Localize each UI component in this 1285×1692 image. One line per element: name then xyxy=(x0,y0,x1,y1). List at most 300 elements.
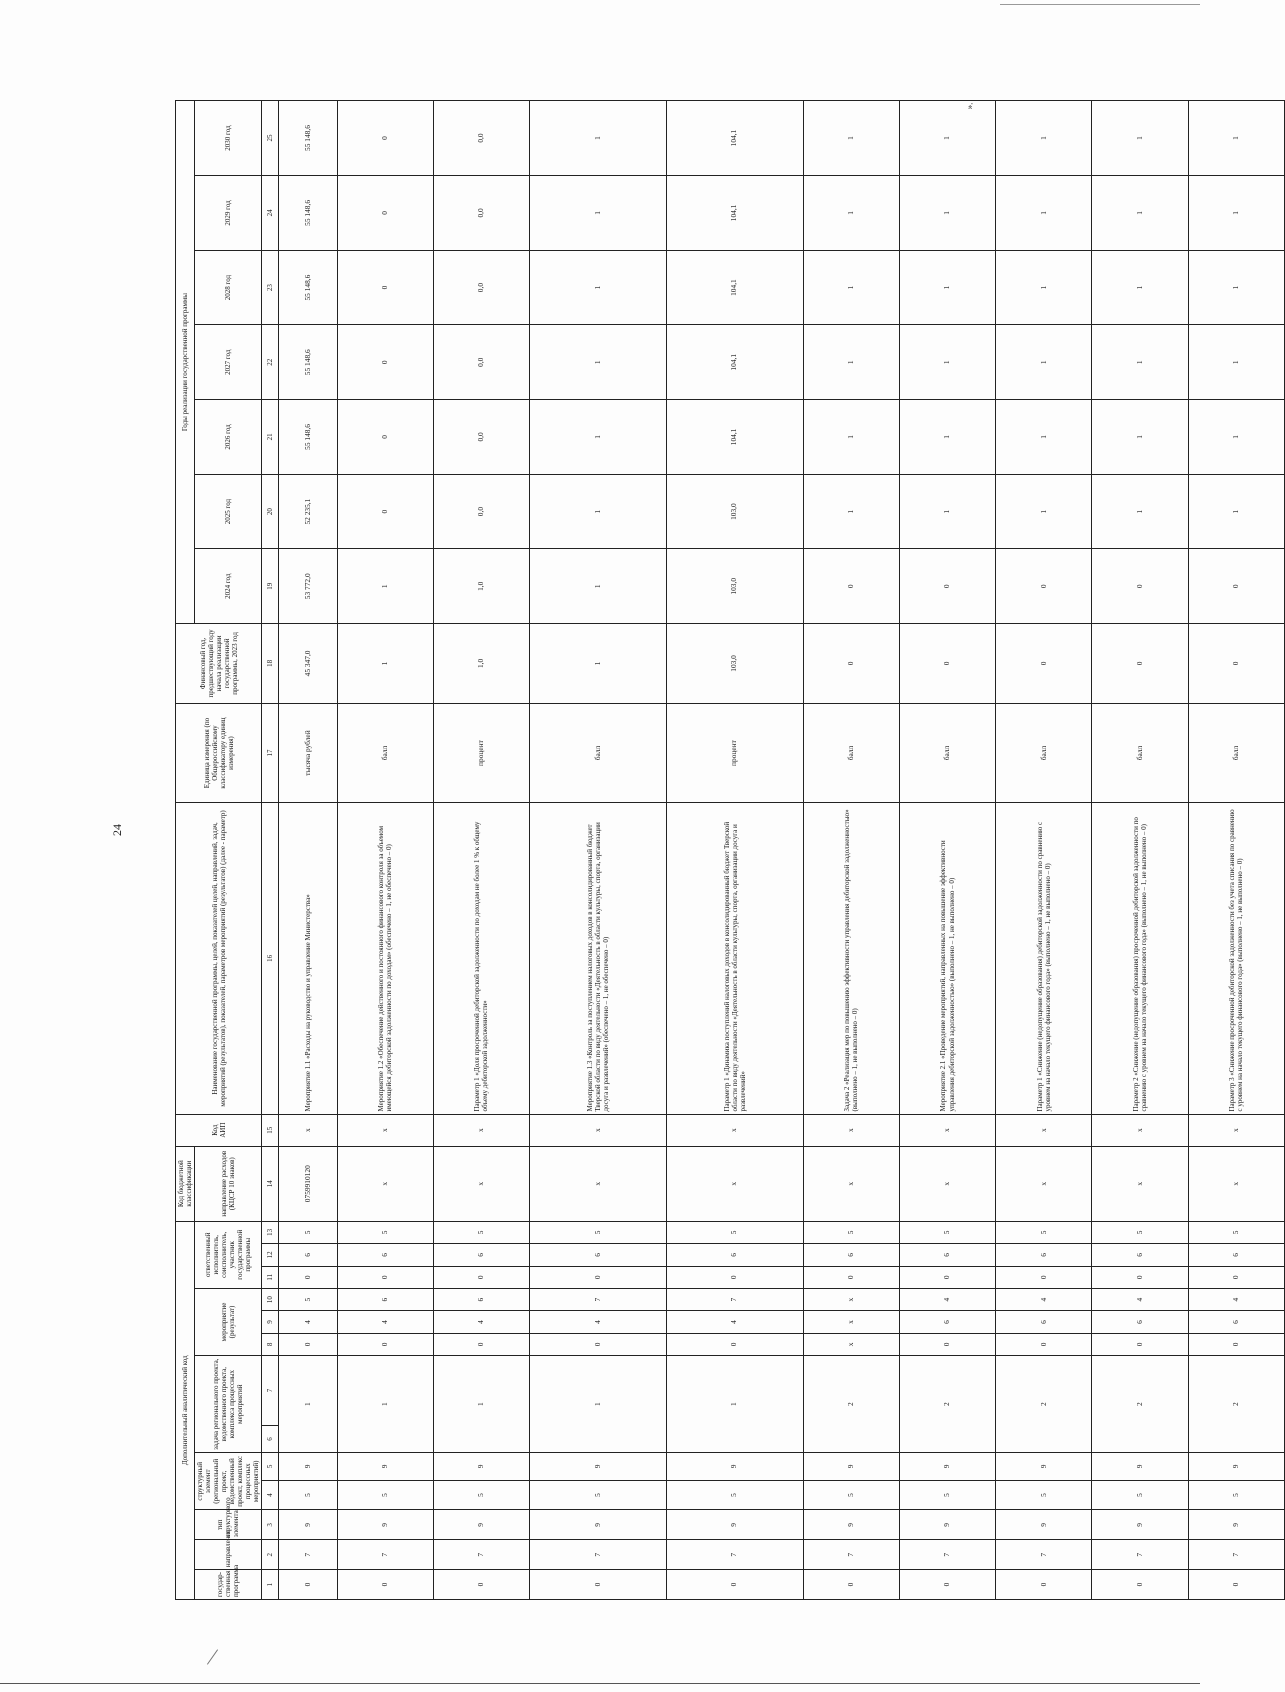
code-element-b: 9 xyxy=(996,1453,1092,1480)
row-year-value: 1 xyxy=(1188,101,1284,176)
row-year-value: 1 xyxy=(899,176,995,251)
row-unit: балл xyxy=(803,703,899,803)
header-program: государ-ственная программа xyxy=(195,1570,262,1600)
code-element-b: 9 xyxy=(433,1453,529,1480)
code-program: 0 xyxy=(899,1570,995,1600)
header-year-2027: 2027 год xyxy=(195,325,262,400)
header-unit: Единица измерения (по Общероссийскому классификатору единиц измерения) xyxy=(176,703,262,803)
row-year-value: 1 xyxy=(1188,176,1284,251)
header-year-2024: 2024 год xyxy=(195,549,262,624)
row-year-value: 1 xyxy=(996,101,1092,176)
row-year-value: 104,1 xyxy=(666,325,803,400)
row-description: Параметр 1 «Снижение (недопущение образования) дебиторской задолженности по сравнению с уровнем на начало текущего финансового года» (выполнено – 1, не выполнено – 0) xyxy=(996,803,1092,1114)
row-year-value: 1 xyxy=(530,250,667,325)
row-unit: балл xyxy=(337,703,433,803)
code-event-a: 0 xyxy=(530,1333,667,1355)
code-event-c: 7 xyxy=(530,1288,667,1310)
table-row xyxy=(666,101,803,1600)
code-executor-a: 0 xyxy=(1092,1266,1188,1288)
code-task: 2 xyxy=(996,1356,1092,1453)
row-description: Параметр 1 «Динамика поступлений налоговых доходов в консолидированный бюджет Тверской области по виду деятельности «Деятельность в области культуры, спорта, организации досуга и развлечений» xyxy=(666,803,803,1114)
code-kcsr: х xyxy=(433,1146,529,1221)
code-executor-b: 6 xyxy=(899,1244,995,1266)
code-event-c: 4 xyxy=(899,1288,995,1310)
scan-edge-line-top xyxy=(1000,4,1200,5)
code-event-a: 0 xyxy=(433,1333,529,1355)
row-description: Параметр 2 «Снижение (недопущение образования) просроченной дебиторской задолженности по сравнению с уровнем на начало текущего финансового года» (выполнено – 1, не выполнено – 0) xyxy=(1092,803,1188,1114)
header-direction: направление xyxy=(195,1540,262,1570)
row-year-value: 1 xyxy=(803,176,899,251)
row-year-value: 0,0 xyxy=(433,101,529,176)
code-direction: 7 xyxy=(530,1540,667,1570)
row-year-value: 1 xyxy=(996,176,1092,251)
code-aip: х xyxy=(1188,1114,1284,1146)
row-year-value: 0 xyxy=(337,325,433,400)
row-year-value: 1 xyxy=(530,325,667,400)
header-year-2028: 2028 год xyxy=(195,250,262,325)
row-unit: процент xyxy=(666,703,803,803)
row-year-value: 0 xyxy=(337,176,433,251)
code-event-a: 0 xyxy=(666,1333,803,1355)
code-executor-c: 5 xyxy=(803,1221,899,1244)
row-year-value: 52 235,1 xyxy=(279,474,337,549)
row-year-value: 1 xyxy=(1188,325,1284,400)
row-year-value: 1 xyxy=(996,325,1092,400)
column-number: 7 xyxy=(262,1356,279,1426)
header-year-2030: 2030 год xyxy=(195,101,262,176)
table-row xyxy=(899,101,995,1600)
code-program: 0 xyxy=(1188,1570,1284,1600)
code-element-type: 9 xyxy=(279,1510,337,1540)
code-task: 2 xyxy=(899,1356,995,1453)
row-unit: процент xyxy=(433,703,529,803)
code-executor-a: 0 xyxy=(279,1266,337,1288)
code-executor-c: 5 xyxy=(899,1221,995,1244)
row-year-value: 0,0 xyxy=(433,400,529,475)
code-executor-b: 6 xyxy=(279,1244,337,1266)
row-year-value: 55 148,6 xyxy=(279,176,337,251)
code-event-c: 7 xyxy=(666,1288,803,1310)
header-task: задача регионального проекта, ведомственного проекта, комплекса процессных мероприятий xyxy=(195,1356,262,1453)
table-body xyxy=(262,101,1285,1600)
row-year-value: 0 xyxy=(337,400,433,475)
row-year-value: 104,1 xyxy=(666,250,803,325)
row-description: Задача 2 «Реализация мер по повышению эффективности управления дебиторской задолженностью» (выполнено – 1, не выполнено – 0) xyxy=(803,803,899,1114)
header-name: Наименование государственной программы, целей, показателей целей, направлений, задач, мероприятий (результатов), показателей, параметров мероприятий (результатов) (далее - параметр) xyxy=(176,803,262,1114)
code-element-a: 5 xyxy=(337,1480,433,1510)
table-row xyxy=(279,101,337,1600)
column-number: 4 xyxy=(262,1480,279,1510)
row-base-value: 0 xyxy=(1188,624,1284,704)
code-event-c: 4 xyxy=(1188,1288,1284,1310)
code-direction: 7 xyxy=(803,1540,899,1570)
row-year-value: 1 xyxy=(1188,400,1284,475)
code-event-a: 0 xyxy=(1188,1333,1284,1355)
row-year-value: 103,0 xyxy=(666,549,803,624)
code-event-b: 6 xyxy=(1092,1311,1188,1333)
header-budget-code-group: Код бюджетной классификации xyxy=(176,1146,195,1221)
code-event-a: 0 xyxy=(996,1333,1092,1355)
row-year-value: 103,0 xyxy=(666,474,803,549)
column-number: 25 xyxy=(262,101,279,176)
column-number: 13 xyxy=(262,1221,279,1244)
code-executor-a: 0 xyxy=(996,1266,1092,1288)
table-row xyxy=(337,101,433,1600)
code-aip: х xyxy=(279,1114,337,1146)
row-year-value: 1 xyxy=(996,474,1092,549)
code-element-b: 9 xyxy=(530,1453,667,1480)
row-year-value: 53 772,0 xyxy=(279,549,337,624)
code-task: 1 xyxy=(337,1356,433,1453)
code-event-a: х xyxy=(803,1333,899,1355)
row-year-value: 1 xyxy=(1092,250,1188,325)
page-number: 24 xyxy=(110,824,124,836)
row-year-value: 0,0 xyxy=(433,325,529,400)
code-event-c: х xyxy=(803,1288,899,1310)
row-year-value: 104,1 xyxy=(666,101,803,176)
code-event-b: 4 xyxy=(530,1311,667,1333)
row-year-value: 1 xyxy=(530,549,667,624)
row-year-value: 1 xyxy=(899,400,995,475)
row-year-value: 1 xyxy=(803,325,899,400)
code-kcsr: х xyxy=(996,1146,1092,1221)
row-year-value: 1 xyxy=(1092,474,1188,549)
row-year-value: 1 xyxy=(530,101,667,176)
row-year-value: 1 xyxy=(1092,176,1188,251)
code-executor-a: 0 xyxy=(1188,1266,1284,1288)
code-event-a: 0 xyxy=(899,1333,995,1355)
column-number-row xyxy=(262,101,279,1600)
row-base-value: 0 xyxy=(996,624,1092,704)
code-event-b: 4 xyxy=(279,1311,337,1333)
row-year-value: 1 xyxy=(803,400,899,475)
row-description: Параметр 3 «Снижение просроченной дебиторской задолженности без учета списания по сравнению с уровнем на начало текущего финансового года» (выполнено – 1, не выполнено – 0) xyxy=(1188,803,1284,1114)
row-base-value: 1 xyxy=(530,624,667,704)
table-row xyxy=(530,101,667,1600)
header-executor: ответственный исполнитель, соисполнитель, участник государственной программы xyxy=(195,1221,262,1288)
code-element-type: 9 xyxy=(337,1510,433,1540)
code-aip: х xyxy=(433,1114,529,1146)
code-element-type: 9 xyxy=(1092,1510,1188,1540)
code-kcsr: 0759910120 xyxy=(279,1146,337,1221)
row-description: Мероприятие 1.2 «Обеспечение действенного и постоянного финансового контроля за объемом имеющейся дебиторской задолженности по доходам» (обеспечено – 1, не обеспечено – 0) xyxy=(337,803,433,1114)
code-event-c: 4 xyxy=(1092,1288,1188,1310)
code-program: 0 xyxy=(337,1570,433,1600)
code-executor-b: 6 xyxy=(996,1244,1092,1266)
code-element-b: 9 xyxy=(1092,1453,1188,1480)
code-element-b: 9 xyxy=(803,1453,899,1480)
column-number: 8 xyxy=(262,1333,279,1355)
code-direction: 7 xyxy=(433,1540,529,1570)
code-element-b: 9 xyxy=(1188,1453,1284,1480)
code-direction: 7 xyxy=(337,1540,433,1570)
row-base-value: 0 xyxy=(1092,624,1188,704)
column-number: 6 xyxy=(262,1425,279,1452)
row-year-value: 1 xyxy=(803,250,899,325)
code-element-type: 9 xyxy=(803,1510,899,1540)
code-executor-c: 5 xyxy=(996,1221,1092,1244)
code-element-b: 9 xyxy=(337,1453,433,1480)
code-element-b: 9 xyxy=(279,1453,337,1480)
code-executor-b: 6 xyxy=(803,1244,899,1266)
code-task: 2 xyxy=(1092,1356,1188,1453)
code-executor-a: 0 xyxy=(803,1266,899,1288)
program-table-wrapper xyxy=(175,100,1285,1600)
column-number: 9 xyxy=(262,1311,279,1333)
row-year-value: 1 xyxy=(530,400,667,475)
row-year-value: 0 xyxy=(337,474,433,549)
row-year-value: 55 148,6 xyxy=(279,400,337,475)
row-description: Мероприятие 1.3 «Контроль за поступлением налоговых доходов в консолидированный бюджет Тверской области по виду деятельности «Деятельность в области культуры, спорта, организации досуга и развлечений» (обеспечено – 1, не обеспечено – 0) xyxy=(530,803,667,1114)
column-number: 11 xyxy=(262,1266,279,1288)
code-kcsr: х xyxy=(1092,1146,1188,1221)
column-number: 3 xyxy=(262,1510,279,1540)
code-executor-c: 5 xyxy=(1092,1221,1188,1244)
code-event-a: 0 xyxy=(279,1333,337,1355)
header-fin-year: Финансовый год, предшествующий году начала реализации государственной программы, 2023 год xyxy=(176,624,262,704)
column-number: 12 xyxy=(262,1244,279,1266)
column-number: 14 xyxy=(262,1146,279,1221)
code-kcsr: х xyxy=(1188,1146,1284,1221)
row-year-value: 1 xyxy=(899,250,995,325)
row-unit: балл xyxy=(899,703,995,803)
row-unit: балл xyxy=(1188,703,1284,803)
code-element-a: 5 xyxy=(1092,1480,1188,1510)
code-aip: х xyxy=(996,1114,1092,1146)
code-event-b: 6 xyxy=(996,1311,1092,1333)
code-event-c: 6 xyxy=(337,1288,433,1310)
code-kcsr: х xyxy=(337,1146,433,1221)
code-program: 0 xyxy=(433,1570,529,1600)
row-year-value: 0 xyxy=(1188,549,1284,624)
code-program: 0 xyxy=(1092,1570,1188,1600)
row-year-value: 55 148,6 xyxy=(279,250,337,325)
code-event-b: х xyxy=(803,1311,899,1333)
code-direction: 7 xyxy=(666,1540,803,1570)
footnote-mark: ». xyxy=(964,102,975,110)
code-executor-a: 0 xyxy=(337,1266,433,1288)
code-task: 2 xyxy=(1188,1356,1284,1453)
code-element-b: 9 xyxy=(666,1453,803,1480)
code-element-a: 5 xyxy=(803,1480,899,1510)
row-unit: балл xyxy=(1092,703,1188,803)
code-event-b: 4 xyxy=(433,1311,529,1333)
row-year-value: 1 xyxy=(337,549,433,624)
code-executor-c: 5 xyxy=(337,1221,433,1244)
row-base-value: 45 347,0 xyxy=(279,624,337,704)
code-event-a: 0 xyxy=(337,1333,433,1355)
code-element-type: 9 xyxy=(433,1510,529,1540)
code-executor-a: 0 xyxy=(899,1266,995,1288)
column-number: 23 xyxy=(262,250,279,325)
column-number: 17 xyxy=(262,703,279,803)
code-direction: 7 xyxy=(279,1540,337,1570)
code-executor-a: 0 xyxy=(530,1266,667,1288)
code-task: 1 xyxy=(279,1356,337,1453)
row-base-value: 1 xyxy=(337,624,433,704)
code-executor-c: 5 xyxy=(433,1221,529,1244)
row-year-value: 55 148,6 xyxy=(279,101,337,176)
row-year-value: 1 xyxy=(1092,400,1188,475)
column-number: 21 xyxy=(262,400,279,475)
code-aip: х xyxy=(530,1114,667,1146)
header-element: структурный элемент (региональный проект, ведомственный проект, комплекс процессных мероприятий) xyxy=(195,1453,262,1510)
row-year-value: 1 xyxy=(1092,325,1188,400)
row-description: Мероприятие 2.1 «Проведение мероприятий, направленных на повышение эффективности управления дебиторской задолженностью» (выполнено – 1, не выполнено – 0) xyxy=(899,803,995,1114)
column-number: 2 xyxy=(262,1540,279,1570)
code-kcsr: х xyxy=(899,1146,995,1221)
code-executor-c: 5 xyxy=(530,1221,667,1244)
code-executor-b: 6 xyxy=(1092,1244,1188,1266)
code-event-b: 4 xyxy=(666,1311,803,1333)
row-year-value: 1 xyxy=(996,400,1092,475)
code-direction: 7 xyxy=(996,1540,1092,1570)
code-element-a: 5 xyxy=(530,1480,667,1510)
code-executor-c: 5 xyxy=(279,1221,337,1244)
row-base-value: 0 xyxy=(803,624,899,704)
code-element-type: 9 xyxy=(996,1510,1092,1540)
row-year-value: 0 xyxy=(996,549,1092,624)
code-element-b: 9 xyxy=(899,1453,995,1480)
row-year-value: 0,0 xyxy=(433,250,529,325)
code-executor-c: 5 xyxy=(666,1221,803,1244)
row-year-value: 1 xyxy=(899,474,995,549)
code-element-a: 5 xyxy=(666,1480,803,1510)
row-base-value: 103,0 xyxy=(666,624,803,704)
code-task: 1 xyxy=(530,1356,667,1453)
code-kcsr: х xyxy=(803,1146,899,1221)
header-row-groups xyxy=(176,101,195,1600)
code-aip: х xyxy=(1092,1114,1188,1146)
row-year-value: 1 xyxy=(899,325,995,400)
code-executor-b: 6 xyxy=(433,1244,529,1266)
code-direction: 7 xyxy=(1188,1540,1284,1570)
table-head xyxy=(176,101,262,1600)
header-year-2026: 2026 год xyxy=(195,400,262,475)
code-executor-c: 5 xyxy=(1188,1221,1284,1244)
code-event-b: 6 xyxy=(1188,1311,1284,1333)
code-direction: 7 xyxy=(899,1540,995,1570)
code-program: 0 xyxy=(279,1570,337,1600)
row-year-value: 1 xyxy=(803,474,899,549)
pen-mark xyxy=(207,1649,218,1664)
code-element-type: 9 xyxy=(1188,1510,1284,1540)
code-executor-b: 6 xyxy=(337,1244,433,1266)
row-base-value: 1,0 xyxy=(433,624,529,704)
column-number: 15 xyxy=(262,1114,279,1146)
header-event: мероприятие (результат) xyxy=(195,1288,262,1355)
table-row xyxy=(803,101,899,1600)
row-year-value: 1 xyxy=(530,176,667,251)
row-year-value: 0,0 xyxy=(433,474,529,549)
column-number: 5 xyxy=(262,1453,279,1480)
code-executor-a: 0 xyxy=(433,1266,529,1288)
row-year-value: 0 xyxy=(1092,549,1188,624)
column-number: 24 xyxy=(262,176,279,251)
row-year-value: 0,0 xyxy=(433,176,529,251)
column-number: 22 xyxy=(262,325,279,400)
table-row xyxy=(1188,101,1284,1600)
row-year-value: 0 xyxy=(803,549,899,624)
row-year-value: 0 xyxy=(337,250,433,325)
code-task: 1 xyxy=(433,1356,529,1453)
row-year-value: 104,1 xyxy=(666,400,803,475)
column-number: 1 xyxy=(262,1570,279,1600)
code-aip: х xyxy=(899,1114,995,1146)
row-unit: балл xyxy=(996,703,1092,803)
row-year-value: 104,1 xyxy=(666,176,803,251)
row-year-value: 0 xyxy=(899,549,995,624)
header-year-2025: 2025 год xyxy=(195,474,262,549)
program-table xyxy=(175,100,1285,1600)
row-year-value: 1,0 xyxy=(433,549,529,624)
row-year-value: 1 xyxy=(996,250,1092,325)
code-task: 1 xyxy=(666,1356,803,1453)
header-years-group: Годы реализации государственной программы xyxy=(176,101,195,624)
code-event-c: 5 xyxy=(279,1288,337,1310)
code-event-c: 6 xyxy=(433,1288,529,1310)
scan-edge-line-bottom xyxy=(0,1683,1200,1684)
code-executor-b: 6 xyxy=(530,1244,667,1266)
table-row xyxy=(433,101,529,1600)
row-year-value: 1 xyxy=(1188,474,1284,549)
code-element-type: 9 xyxy=(530,1510,667,1540)
column-number: 20 xyxy=(262,474,279,549)
row-year-value: 1 xyxy=(530,474,667,549)
code-event-b: 4 xyxy=(337,1311,433,1333)
row-unit: тысяча рублей xyxy=(279,703,337,803)
header-year-2029: 2029 год xyxy=(195,176,262,251)
row-unit: балл xyxy=(530,703,667,803)
code-program: 0 xyxy=(666,1570,803,1600)
row-year-value: 1 xyxy=(899,101,995,176)
code-element-type: 9 xyxy=(666,1510,803,1540)
code-element-a: 5 xyxy=(1188,1480,1284,1510)
code-kcsr: х xyxy=(530,1146,667,1221)
row-description: Мероприятие 1.1 «Расходы на руководство и управление Министерства» xyxy=(279,803,337,1114)
row-description: Параметр 1 «Доля просроченной дебиторской задолженности по доходам не более 1 % к общему объему дебиторской задолженности» xyxy=(433,803,529,1114)
row-year-value: 55 148,6 xyxy=(279,325,337,400)
code-event-c: 4 xyxy=(996,1288,1092,1310)
code-kcsr: х xyxy=(666,1146,803,1221)
column-number: 18 xyxy=(262,624,279,704)
code-event-a: 0 xyxy=(1092,1333,1188,1355)
column-number: 10 xyxy=(262,1288,279,1310)
table-row xyxy=(996,101,1092,1600)
table-row xyxy=(1092,101,1188,1600)
code-aip: х xyxy=(666,1114,803,1146)
row-year-value: 1 xyxy=(1188,250,1284,325)
code-element-a: 5 xyxy=(433,1480,529,1510)
row-year-value: 1 xyxy=(803,101,899,176)
code-task: 2 xyxy=(803,1356,899,1453)
row-base-value: 0 xyxy=(899,624,995,704)
header-additional-code: Дополнительный аналитический код xyxy=(176,1221,195,1599)
header-element-type: тип структурного элемента xyxy=(195,1510,262,1540)
code-element-a: 5 xyxy=(279,1480,337,1510)
code-element-type: 9 xyxy=(899,1510,995,1540)
header-aip: Код АИП xyxy=(176,1114,262,1146)
code-program: 0 xyxy=(803,1570,899,1600)
code-aip: х xyxy=(337,1114,433,1146)
code-direction: 7 xyxy=(1092,1540,1188,1570)
row-year-value: 0 xyxy=(337,101,433,176)
code-program: 0 xyxy=(530,1570,667,1600)
code-executor-b: 6 xyxy=(1188,1244,1284,1266)
code-program: 0 xyxy=(996,1570,1092,1600)
code-aip: х xyxy=(803,1114,899,1146)
code-executor-a: 0 xyxy=(666,1266,803,1288)
